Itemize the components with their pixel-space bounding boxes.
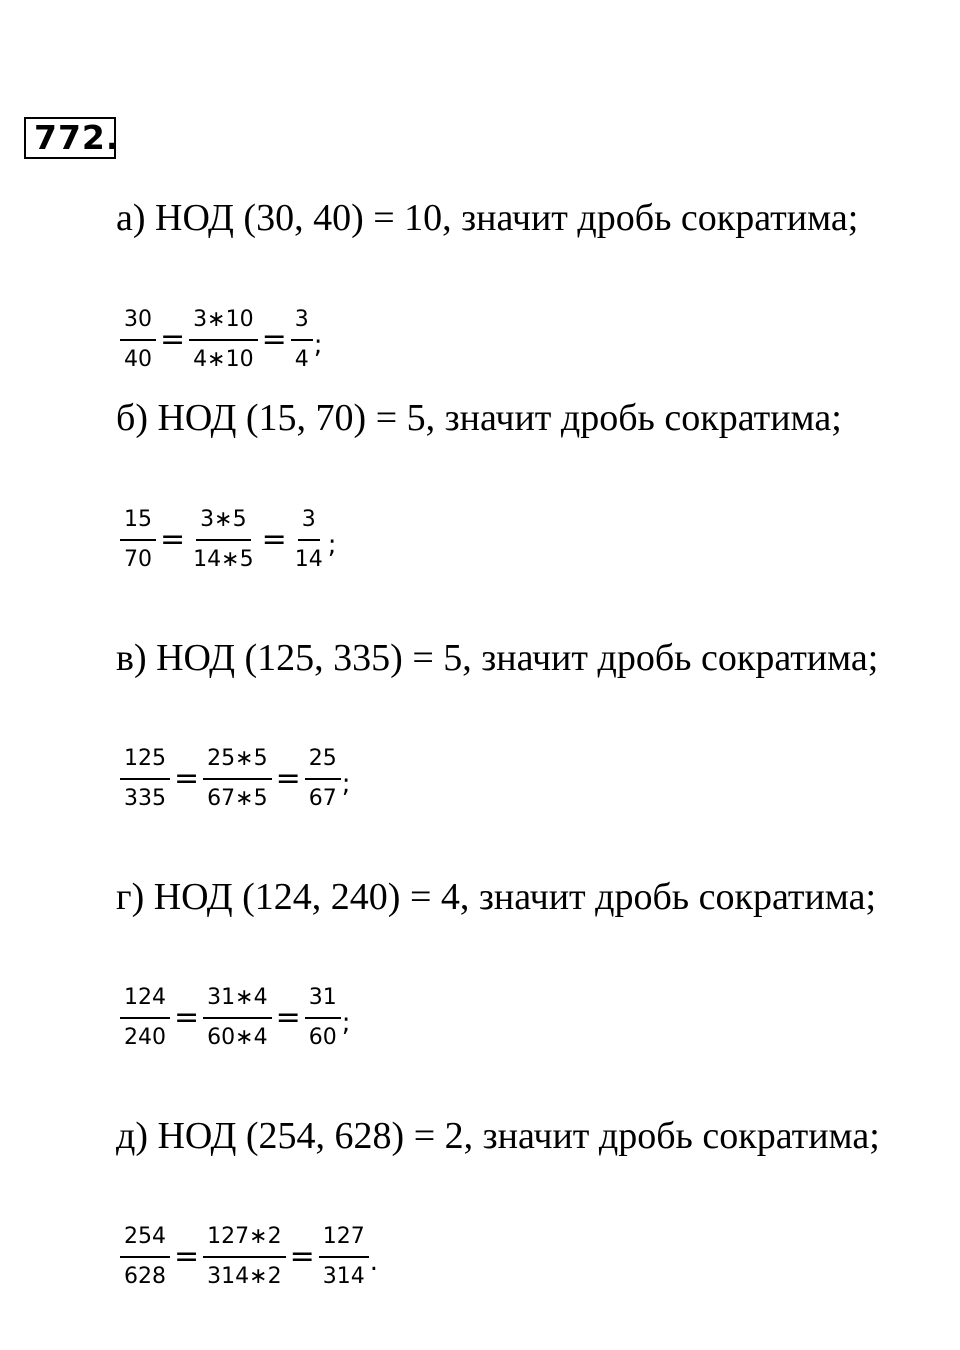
numerator: 25∗5 bbox=[203, 746, 271, 780]
fraction bbox=[305, 746, 341, 812]
numerator: 3∗10 bbox=[189, 307, 257, 341]
numerator: 127 bbox=[319, 1224, 369, 1258]
denominator: 70 bbox=[124, 547, 152, 572]
numerator: 3 bbox=[291, 307, 313, 341]
numerator: 3∗5 bbox=[196, 507, 250, 541]
numerator: 15 bbox=[120, 507, 156, 541]
numerator: 31 bbox=[305, 985, 341, 1019]
equation-b bbox=[120, 504, 336, 576]
fraction bbox=[120, 1224, 170, 1290]
numerator: 254 bbox=[120, 1224, 170, 1258]
fraction bbox=[291, 507, 327, 573]
denominator: 14 bbox=[294, 547, 323, 572]
equals-sign: = bbox=[261, 522, 287, 557]
fraction bbox=[319, 1224, 369, 1290]
denominator: 628 bbox=[124, 1264, 166, 1289]
statement-a: а) НОД (30, 40) = 10, значит дробь сократима; bbox=[116, 197, 859, 239]
fraction bbox=[203, 985, 271, 1051]
end-punctuation: ; bbox=[341, 769, 351, 799]
fraction bbox=[305, 985, 341, 1051]
fraction bbox=[203, 1224, 285, 1290]
fraction bbox=[291, 307, 313, 373]
denominator: 335 bbox=[124, 786, 166, 811]
equation-e bbox=[120, 1221, 378, 1293]
numerator: 3 bbox=[298, 507, 320, 541]
numerator: 124 bbox=[120, 985, 170, 1019]
numerator: 30 bbox=[120, 307, 156, 341]
equals-sign: = bbox=[174, 1239, 200, 1274]
equation-a bbox=[120, 304, 322, 376]
statement-d: г) НОД (124, 240) = 4, значит дробь сократима; bbox=[116, 876, 876, 918]
denominator: 60∗4 bbox=[207, 1025, 268, 1050]
equals-sign: = bbox=[261, 322, 287, 357]
equals-sign: = bbox=[289, 1239, 315, 1274]
end-punctuation: ; bbox=[341, 1008, 351, 1038]
statement-e: д) НОД (254, 628) = 2, значит дробь сократима; bbox=[116, 1115, 880, 1157]
fraction bbox=[120, 507, 156, 573]
fraction bbox=[203, 746, 271, 812]
fraction bbox=[189, 507, 257, 573]
statement-c: в) НОД (125, 335) = 5, значит дробь сократима; bbox=[116, 637, 879, 679]
end-punctuation: ; bbox=[313, 330, 323, 360]
denominator: 4 bbox=[294, 347, 309, 372]
numerator: 25 bbox=[305, 746, 341, 780]
denominator: 4∗10 bbox=[193, 347, 254, 372]
equals-sign: = bbox=[160, 522, 186, 557]
fraction bbox=[189, 307, 257, 373]
equation-d bbox=[120, 982, 350, 1054]
fraction bbox=[120, 746, 170, 812]
fraction bbox=[120, 985, 170, 1051]
equation-c bbox=[120, 743, 350, 815]
denominator: 14∗5 bbox=[193, 547, 254, 572]
end-punctuation: . bbox=[369, 1247, 378, 1277]
denominator: 60 bbox=[308, 1025, 337, 1050]
denominator: 40 bbox=[124, 347, 152, 372]
fraction bbox=[120, 307, 156, 373]
numerator: 127∗2 bbox=[203, 1224, 285, 1258]
statement-b: б) НОД (15, 70) = 5, значит дробь сократима; bbox=[116, 397, 842, 439]
denominator: 240 bbox=[124, 1025, 166, 1050]
task-number: 772. bbox=[24, 117, 116, 159]
equals-sign: = bbox=[160, 322, 186, 357]
equals-sign: = bbox=[275, 761, 301, 796]
denominator: 67 bbox=[308, 786, 337, 811]
equals-sign: = bbox=[174, 1000, 200, 1035]
denominator: 314 bbox=[322, 1264, 365, 1289]
denominator: 314∗2 bbox=[207, 1264, 282, 1289]
equals-sign: = bbox=[174, 761, 200, 796]
denominator: 67∗5 bbox=[207, 786, 268, 811]
numerator: 125 bbox=[120, 746, 170, 780]
equals-sign: = bbox=[275, 1000, 301, 1035]
end-punctuation: ; bbox=[327, 530, 337, 560]
numerator: 31∗4 bbox=[203, 985, 271, 1019]
